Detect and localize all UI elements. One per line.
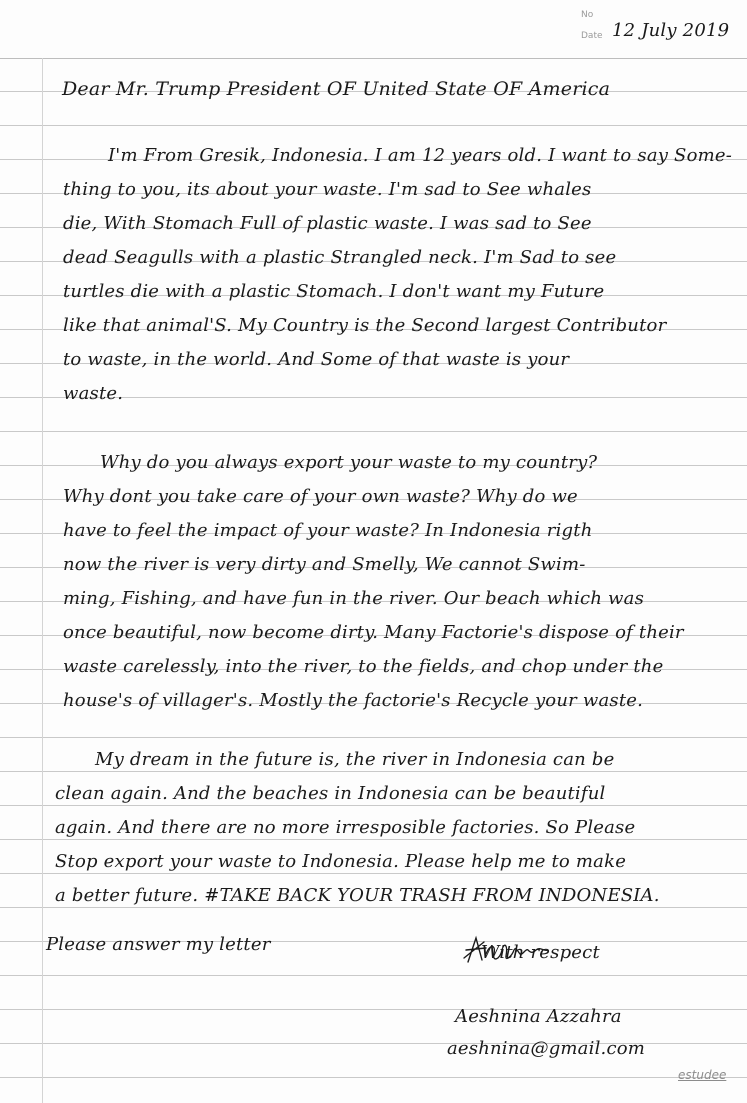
paragraph-line: a better future. #TAKE BACK YOUR TRASH FROM INDONESIA. [55, 885, 660, 906]
paragraph-line: waste carelessly, into the river, to the fields, and chop under the [63, 656, 664, 677]
signer-email: aeshnina@gmail.com [447, 1038, 646, 1059]
signature [462, 932, 554, 968]
no-label: No [581, 10, 594, 20]
paragraph-line: My dream in the future is, the river in Indonesia can be [95, 749, 615, 770]
paragraph-line: once beautiful, now become dirty. Many Factorie's dispose of their [63, 622, 684, 643]
watermark: estudee [678, 1068, 727, 1082]
paragraph-line: waste. [63, 383, 124, 404]
paragraph-line: I'm From Gresik, Indonesia. I am 12 years old. I want to say Some- [108, 145, 733, 166]
signer-name: Aeshnina Azzahra [455, 1006, 622, 1027]
margin-line [42, 58, 43, 1103]
paragraph-line: Why do you always export your waste to my country? [100, 452, 598, 473]
answer-request: Please answer my letter [46, 934, 271, 955]
paragraph-line: Stop export your waste to Indonesia. Please help me to make [55, 851, 627, 872]
closing-phrase: With respect [481, 942, 600, 963]
salutation: Dear Mr. Trump President OF United State OF America [62, 78, 611, 100]
paragraph-line: clean again. And the beaches in Indonesia can be beautiful [55, 783, 606, 804]
paragraph-line: now the river is very dirty and Smelly, We cannot Swim- [63, 554, 586, 575]
paragraph-line: Why dont you take care of your own waste? Why do we [63, 486, 578, 507]
paragraph-line: house's of villager's. Mostly the factorie's Recycle your waste. [63, 690, 644, 711]
paragraph-line: have to feel the impact of your waste? In Indonesia rigth [63, 520, 593, 541]
paragraph-line: ming, Fishing, and have fun in the river. Our beach which was [63, 588, 645, 609]
letter-date: 12 July 2019 [612, 20, 730, 41]
paragraph-line: thing to you, its about your waste. I'm sad to See whales [63, 179, 592, 200]
paragraph-line: dead Seagulls with a plastic Strangled neck. I'm Sad to see [63, 247, 617, 268]
paragraph-line: again. And there are no more irresposible factories. So Please [55, 817, 636, 838]
paragraph-line: like that animal'S. My Country is the Second largest Contributor [63, 315, 667, 336]
paragraph-line: to waste, in the world. And Some of that waste is your [63, 349, 570, 370]
date-label: Date [581, 31, 603, 41]
paragraph-line: turtles die with a plastic Stomach. I don't want my Future [63, 281, 605, 302]
paragraph-line: die, With Stomach Full of plastic waste. I was sad to See [63, 213, 592, 234]
